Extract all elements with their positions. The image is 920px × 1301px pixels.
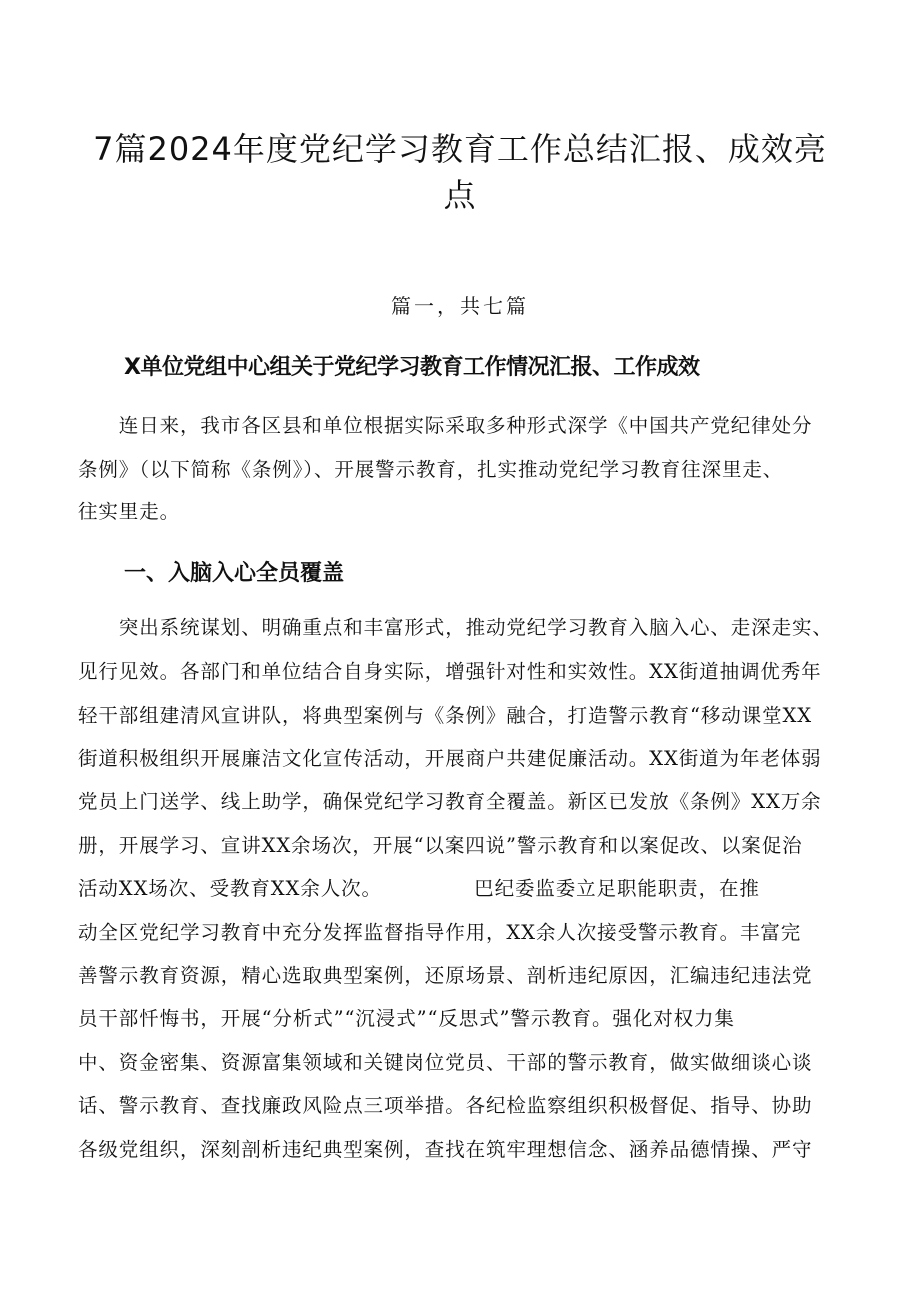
body-line: 动全区党纪学习教育中充分发挥监督指导作用，XX余人次接受警示教育。丰富完: [78, 921, 802, 944]
body-line: 善警示教育资源，精心选取典型案例，还原场景、剖析违纪原因，汇编违纪违法党: [78, 964, 813, 987]
intro-line: 连日来，我市各区县和单位根据实际采取多种形式深学《中国共产党纪律处分: [78, 414, 813, 437]
unit-heading: X单位党组中心组关于党纪学习教育工作情况汇报、工作成效: [124, 355, 700, 380]
intro-line: 往实里走。: [78, 500, 181, 523]
body-line: 员干部忏悔书，开展“分析式”“沉浸式”“反思式”警示教育。强化对权力集: [78, 1007, 735, 1030]
body-line: 各级党组织，深刻剖析违纪典型案例，查找在筑牢理想信念、涵养品德情操、严守: [78, 1138, 813, 1161]
body-line: 活动XX场次、受教育XX余人次。 巴纪委监委立足职能职责，在推: [78, 877, 760, 900]
section-heading-1: 一、入脑入心全员覆盖: [124, 561, 345, 586]
body-line: 话、警示教育、查找廉政风险点三项举措。各纪检监察组织积极督促、指导、协助: [78, 1094, 813, 1117]
body-line: 册，开展学习、宣讲XX余场次，开展“以案四说”警示教育和以案促改、以案促治: [78, 834, 803, 857]
body-line: 党员上门送学、线上助学，确保党纪学习教育全覆盖。新区已发放《条例》XX万余: [78, 790, 822, 813]
body-line: 街道积极组织开展廉洁文化宣传活动，开展商户共建促廉活动。XX街道为年老体弱: [78, 747, 822, 770]
body-line: 轻干部组建清风宣讲队，将典型案例与《条例》融合，打造警示教育“移动课堂XX: [78, 704, 813, 727]
body-line: 见行见效。各部门和单位结合自身实际，增强针对性和实效性。XX街道抽调优秀年: [78, 660, 822, 683]
intro-line: 条例》（以下简称《条例》）、开展警示教育，扎实推动党纪学习教育往深里走、: [78, 458, 784, 481]
article-subtitle: 篇一，共七篇: [391, 294, 529, 318]
title-line-1: 7篇2024年度党纪学习教育工作总结汇报、成效亮: [93, 130, 827, 168]
title-line-2: 点: [443, 176, 477, 214]
body-line: 突出系统谋划、明确重点和丰富形式，推动党纪学习教育入脑入心、走深走实、: [78, 616, 833, 639]
document-title: [90, 126, 830, 218]
body-line: 中、资金密集、资源富集领域和关键岗位党员、干部的警示教育，做实做细谈心谈: [78, 1051, 813, 1074]
